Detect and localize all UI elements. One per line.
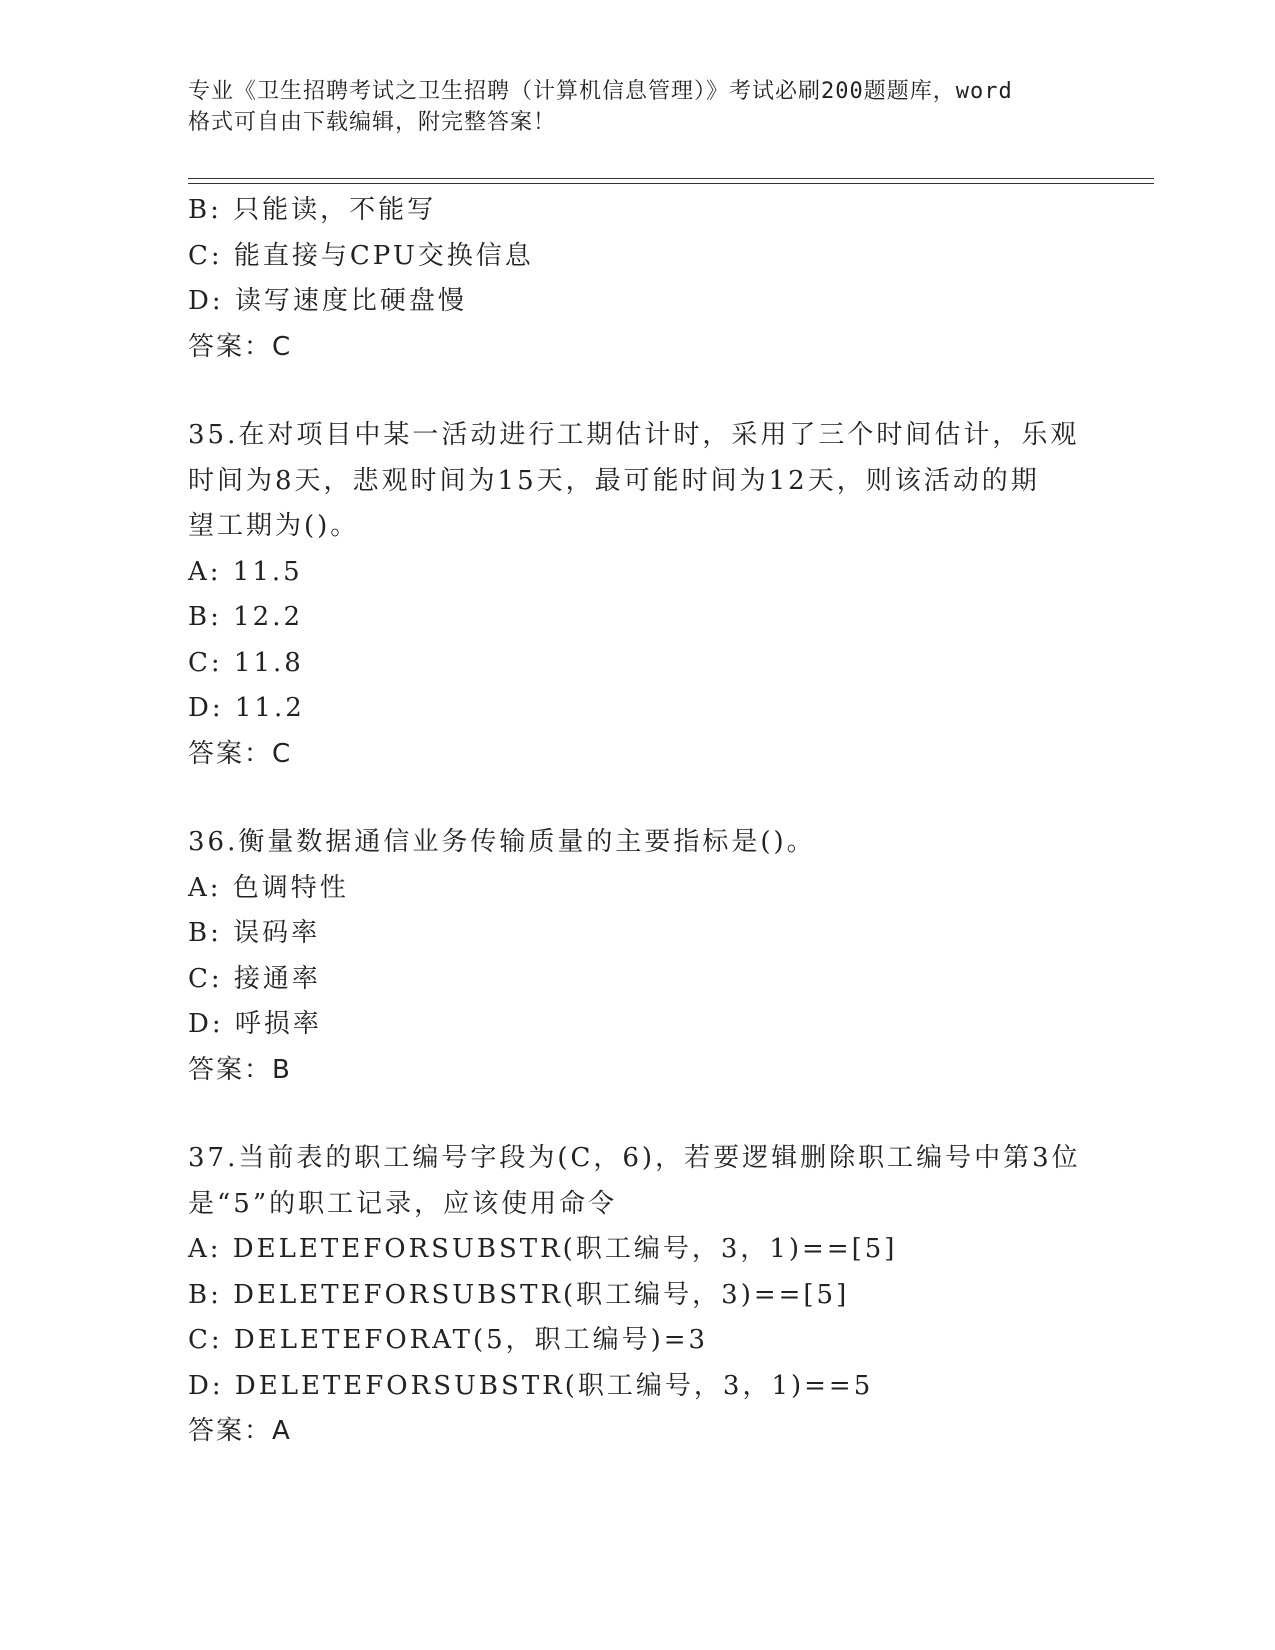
option-b: B: 12.2	[188, 602, 304, 632]
option-d: D: 11.2	[188, 693, 305, 723]
question-stem-line: 时间为8天，悲观时间为15天，最可能时间为12天，则该活动的期	[188, 465, 1040, 496]
option-c: C: 接通率	[188, 963, 321, 994]
question-stem-line: 35.在对项目中某一活动进行工期估计时，采用了三个时间估计，乐观	[188, 420, 1080, 450]
option-a: A: 11.5	[188, 556, 303, 587]
question-stem-line: 36.衡量数据通信业务传输质量的主要指标是()。	[188, 827, 816, 857]
option-d: D: 读写速度比硬盘慢	[188, 286, 467, 316]
answer-line: 答案：A	[188, 1416, 292, 1446]
spacer	[188, 370, 1088, 413]
spacer	[188, 1093, 1088, 1136]
option-c: C: 能直接与CPU交换信息	[188, 240, 534, 271]
option-d: D: 呼损率	[188, 1009, 322, 1039]
question-34-continued	[188, 188, 1088, 370]
question-stem-line: 是“5”的职工记录，应该使用命令	[188, 1188, 618, 1219]
option-a: A: 色调特性	[188, 872, 349, 903]
question-35	[188, 413, 1088, 777]
spacer	[188, 777, 1088, 820]
option-b: B: 误码率	[188, 918, 321, 948]
header-divider-bottom	[188, 183, 1154, 184]
document-header	[188, 76, 1088, 138]
answer-line: 答案：B	[188, 1054, 292, 1085]
question-stem-line: 37.当前表的职工编号字段为(C，6)，若要逻辑删除职工编号中第3位	[188, 1143, 1081, 1173]
header-divider-top	[188, 178, 1154, 179]
question-36	[188, 820, 1088, 1093]
question-stem-line: 望工期为()。	[188, 511, 360, 541]
option-c: C: 11.8	[188, 647, 304, 678]
option-b: B: 只能读，不能写	[188, 195, 437, 225]
option-d: D: DELETEFORSUBSTR(职工编号，3，1)==5	[188, 1370, 874, 1401]
document-body	[188, 188, 1088, 1455]
option-b: B: DELETEFORSUBSTR(职工编号，3)==[5]	[188, 1279, 850, 1310]
answer-line: 答案：C	[188, 738, 293, 769]
option-c: C: DELETEFORAT(5，职工编号)=3	[188, 1325, 709, 1355]
question-37	[188, 1136, 1088, 1455]
answer-line: 答案：C	[188, 331, 293, 362]
option-a: A: DELETEFORSUBSTR(职工编号，3，1)==[5]	[188, 1234, 898, 1264]
header-line-2: 格式可自由下载编辑，附完整答案！	[188, 110, 557, 135]
header-line-1: 专业《卫生招聘考试之卫生招聘（计算机信息管理）》考试必刷200题题库，word	[188, 79, 1013, 104]
